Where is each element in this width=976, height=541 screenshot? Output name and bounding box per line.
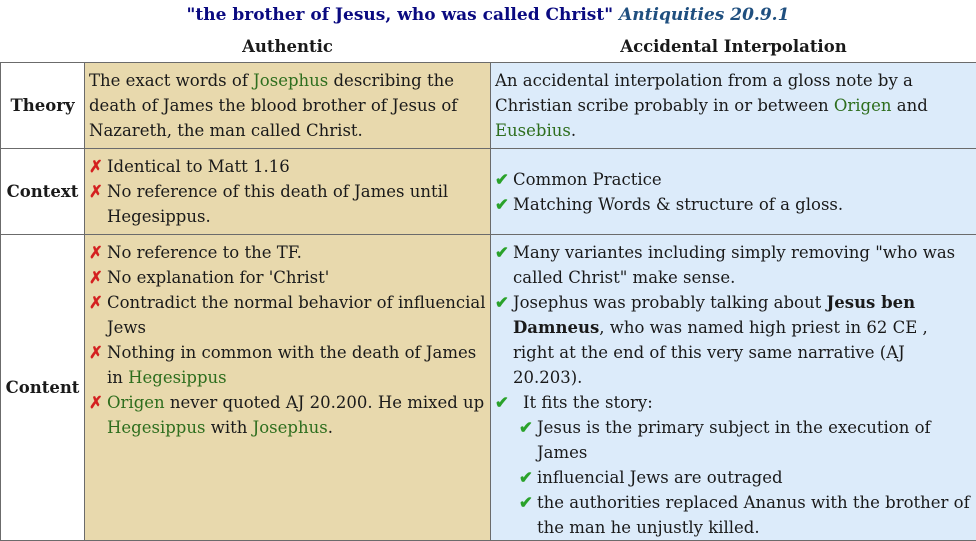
- list-item-text: Contradict the normal behavior of influencial Jews: [107, 290, 487, 340]
- context-row: [1, 149, 976, 235]
- jesus-ben-damneus: Jesus ben Damneus: [513, 293, 915, 337]
- list-item: [495, 290, 973, 390]
- list-item-text: Jesus is the primary subject in the execution of James: [537, 415, 973, 465]
- josephus-link[interactable]: Josephus: [253, 418, 328, 437]
- list-item-text: Common Practice: [513, 167, 973, 192]
- list-item: [89, 265, 487, 290]
- sub-list-item: [519, 415, 973, 465]
- origen-link[interactable]: Origen: [107, 393, 165, 412]
- check-icon: ✔: [495, 240, 513, 265]
- list-item: [495, 390, 973, 415]
- list-item: [89, 340, 487, 390]
- list-item: [495, 240, 973, 290]
- page-title: [0, 0, 976, 30]
- sub-list: [495, 415, 973, 540]
- list-item-text: Many variantes including simply removing "who was called Christ" make sense.: [513, 240, 973, 290]
- column-header-authentic: Authentic: [85, 30, 491, 63]
- cross-icon: ✗: [89, 154, 107, 179]
- header-row: [1, 30, 976, 63]
- list-item-text: No reference of this death of James until Hegesippus.: [107, 179, 487, 229]
- comparison-table: [0, 30, 976, 541]
- title-quote: "the brother of Jesus, who was called Christ": [187, 3, 614, 28]
- row-label-context: Context: [1, 149, 85, 235]
- content-authentic-cell: [85, 235, 491, 541]
- item-text: Nothing in common with the death of James in: [107, 343, 476, 387]
- context-interpolation-cell: [491, 149, 976, 235]
- item-text: Josephus was probably talking about: [513, 293, 826, 312]
- title-reference: Antiquities 20.9.1: [619, 3, 789, 28]
- check-icon: ✔: [519, 415, 537, 440]
- list-item-text: [107, 340, 487, 390]
- cross-icon: ✗: [89, 265, 107, 290]
- theory-interp-text: An accidental interpolation from a gloss note by a Christian scribe probably in or between: [495, 71, 913, 115]
- item-text: , who was named high priest in 62 CE , right at the end of this very same narrative (AJ 20.203).: [513, 318, 928, 387]
- list-item-text: No explanation for 'Christ': [107, 265, 487, 290]
- row-label-content: Content: [1, 235, 85, 541]
- list-item: [89, 390, 487, 440]
- theory-row: [1, 63, 976, 149]
- cross-icon: ✗: [89, 240, 107, 265]
- item-text: with: [205, 418, 252, 437]
- list-item-text: [513, 290, 973, 390]
- theory-authentic-text-end: describing the death of James the blood brother of Jesus of Nazareth, the man called Christ.: [89, 71, 457, 140]
- list-item: [89, 154, 487, 179]
- list-item-text: [107, 390, 487, 440]
- row-label-theory: Theory: [1, 63, 85, 149]
- context-authentic-cell: [85, 149, 491, 235]
- sub-list-item: [519, 465, 973, 490]
- column-header-interpolation: Accidental Interpolation: [491, 30, 976, 63]
- check-icon: ✔: [495, 290, 513, 315]
- corner-cell: [1, 30, 85, 63]
- list-item: [89, 290, 487, 340]
- list-item: [495, 167, 973, 192]
- list-item-text: Matching Words & structure of a gloss.: [513, 192, 973, 217]
- theory-interpolation-cell: [491, 63, 976, 149]
- sub-list-item: [519, 490, 973, 540]
- theory-authentic-text: The exact words of: [89, 71, 253, 90]
- theory-interp-and: and: [892, 96, 928, 115]
- josephus-link[interactable]: Josephus: [253, 71, 328, 90]
- hegesippus-link[interactable]: Hegesippus: [128, 368, 226, 387]
- list-item-text: No reference to the TF.: [107, 240, 487, 265]
- list-item-text: the authorities replaced Ananus with the brother of the man he unjustly killed.: [537, 490, 973, 540]
- eusebius-link[interactable]: Eusebius: [495, 121, 571, 140]
- item-text: .: [328, 418, 333, 437]
- check-icon: ✔: [495, 390, 523, 415]
- list-item-text: It fits the story:: [523, 390, 973, 415]
- list-item: [495, 192, 973, 217]
- list-item: [89, 179, 487, 229]
- cross-icon: ✗: [89, 390, 107, 415]
- item-text: never quoted AJ 20.200. He mixed up: [165, 393, 485, 412]
- check-icon: ✔: [519, 465, 537, 490]
- cross-icon: ✗: [89, 179, 107, 204]
- list-item-text: influencial Jews are outraged: [537, 465, 973, 490]
- list-item-text: Identical to Matt 1.16: [107, 154, 487, 179]
- cross-icon: ✗: [89, 340, 107, 365]
- theory-authentic-cell: [85, 63, 491, 149]
- hegesippus-link[interactable]: Hegesippus: [107, 418, 205, 437]
- list-item: [89, 240, 487, 265]
- content-interpolation-cell: [491, 235, 976, 541]
- content-row: [1, 235, 976, 541]
- cross-icon: ✗: [89, 290, 107, 315]
- check-icon: ✔: [519, 490, 537, 515]
- check-icon: ✔: [495, 167, 513, 192]
- theory-interp-period: .: [571, 121, 576, 140]
- check-icon: ✔: [495, 192, 513, 217]
- origen-link[interactable]: Origen: [834, 96, 892, 115]
